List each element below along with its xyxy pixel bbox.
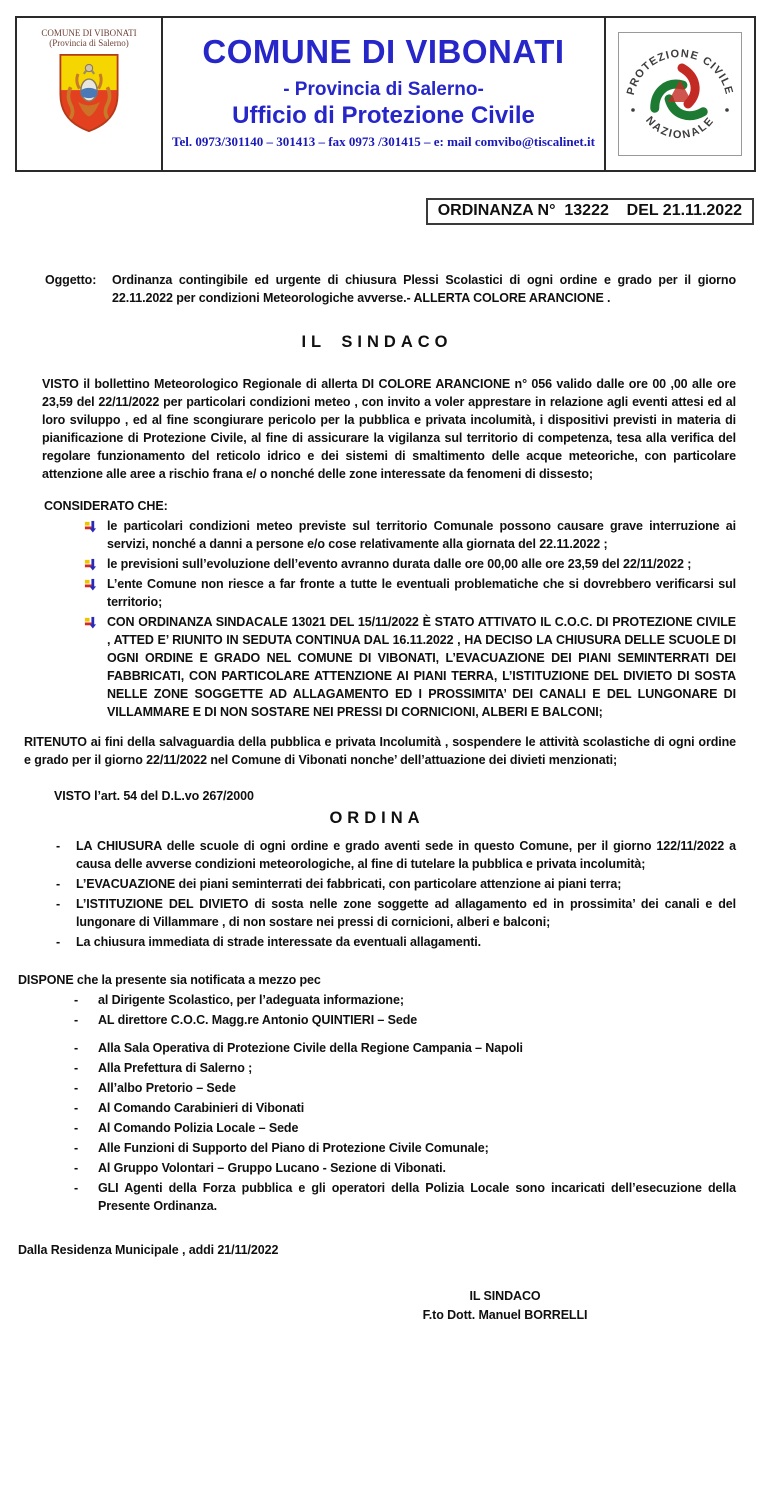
list-item bbox=[18, 1011, 736, 1029]
dash-bullet: - bbox=[74, 1061, 79, 1075]
list-item bbox=[18, 1179, 736, 1215]
list-item bbox=[18, 1059, 736, 1077]
province-subtitle: - Provincia di Salerno- bbox=[283, 79, 484, 100]
list-item bbox=[18, 875, 736, 893]
considerato-list bbox=[18, 517, 736, 721]
signature-role: IL SINDACO bbox=[469, 1289, 541, 1303]
dash-bullet: - bbox=[74, 1013, 79, 1027]
header-crest-cell bbox=[17, 18, 163, 170]
ordina-list bbox=[18, 837, 736, 951]
list-item-text: le particolari condizioni meteo previste sul territorio Comunale possono causare grave interruzione ai servizi, nonché a danni a persone e/o cose relativamente alla giornata del 22.11.2022 ; bbox=[107, 519, 736, 551]
dash-bullet: - bbox=[74, 1081, 79, 1095]
document-body bbox=[0, 271, 770, 1325]
visto-paragraph: VISTO il bollettino Meteorologico Regionale di allerta DI COLORE ARANCIONE n° 056 valido dalle ore 00 ,00 alle ore 23,59 del 22/11/2022 per particolari condizioni meteo , con invito a voler apprestare in relazione agli eventi attesi ed al loro sviluppo , ed al fine scongiurare pericolo per la pubblica e privata incolumità, i dispositivi previsti in materia di pianificazione di Protezione Civile, al fine di assicurare la vigilanza sul territorio di competenza, tesa alla verifica del regolare funzionamento del reticolo idrico e dei sistemi di smaltimento delle acque meteoriche, con particolare attenzione alle aree a rischio frana e/ o nonché delle zone interessate da fenomeni di dissesto; bbox=[42, 377, 736, 481]
arrow-bullet-icon bbox=[84, 520, 97, 533]
list-item bbox=[18, 1119, 736, 1137]
visto-art-line: VISTO l’art. 54 del D.L.vo 267/2000 bbox=[54, 789, 254, 803]
list-item bbox=[18, 991, 736, 1009]
list-item bbox=[18, 837, 736, 873]
logo-arc-top-text: PROTEZIONE CIVILE bbox=[624, 47, 736, 97]
dispone-list bbox=[18, 991, 736, 1215]
crest-caption bbox=[41, 28, 136, 48]
dash-bullet: - bbox=[74, 1141, 79, 1155]
dash-bullet: - bbox=[74, 1121, 79, 1135]
dash-bullet: - bbox=[74, 1181, 79, 1195]
list-item bbox=[18, 933, 736, 951]
list-item-text: GLI Agenti della Forza pubblica e gli operatori della Polizia Locale sono incaricati dell’esecuzione della Presente Ordinanza. bbox=[98, 1181, 736, 1213]
list-item bbox=[18, 613, 736, 721]
list-item bbox=[18, 575, 736, 611]
list-item-text: All’albo Pretorio – Sede bbox=[98, 1081, 236, 1095]
dash-bullet: - bbox=[74, 993, 79, 1007]
dateline: Dalla Residenza Municipale , addi 21/11/2022 bbox=[18, 1243, 279, 1257]
dash-bullet: - bbox=[74, 1161, 79, 1175]
contact-line: Tel. 0973/301140 – 301413 – fax 0973 /301415 – e: mail comvibo@tiscalinet.it bbox=[172, 134, 595, 149]
list-item bbox=[18, 1159, 736, 1177]
list-item-text: Al Comando Polizia Locale – Sede bbox=[98, 1121, 299, 1135]
logo-arc-bottom-text: NAZIONALE bbox=[643, 114, 717, 142]
ordina-heading: ORDINA bbox=[329, 809, 425, 827]
list-item bbox=[18, 1139, 736, 1157]
svg-text:NAZIONALE bbox=[643, 114, 717, 141]
considerato-label: CONSIDERATO CHE: bbox=[44, 499, 168, 513]
subject-block bbox=[45, 271, 736, 307]
signature-block bbox=[360, 1287, 650, 1325]
dash-bullet: - bbox=[56, 877, 61, 891]
crest-caption-line1: COMUNE DI VIBONATI bbox=[41, 28, 137, 38]
subject-text: Ordinanza contingibile ed urgente di chiusura Plessi Scolastici di ogni ordine e grado per il giorno 22.11.2022 per condizioni Meteorologiche avverse.- ALLERTA COLORE ARANCIONE . bbox=[112, 273, 736, 305]
dispone-intro: DISPONE che la presente sia notificata a mezzo pec bbox=[18, 973, 321, 987]
list-item-text: La chiusura immediata di strade interessate da eventuali allagamenti. bbox=[76, 935, 482, 949]
dash-bullet: - bbox=[56, 897, 61, 911]
ritenuto-paragraph: RITENUTO ai fini della salvaguardia della pubblica e privata Incolumità , sospendere le attività scolastiche di ogni ordine e grado per il giorno 22/11/2022 nel Comune di Vibonati nonche’ dell’attuazione dei divieti menzionati; bbox=[24, 735, 736, 767]
list-item-text: CON ORDINANZA SINDACALE 13021 DEL 15/11/2022 È STATO ATTIVATO IL C.O.C. DI PROTEZIONE CIVILE , ATTED E’ RIUNITO IN SEDUTA CONTINUA DAL 16.11.2022 , HA DECISO LA CHIUSURA DELLE SCUOLE DI OGNI ORDINE E GRADO NEL COMUNE DI VIBONATI, L’EVACUAZIONE DEI PIANI SEMINTERRATI DEI FABBRICATI, CON PARTICOLARE ATTENZIONE AI PIANI TERRA, L’ISTITUZIONE DEL DIVIETO DI SOSTA NELLE ZONE SOGGETTE AD ALLAGAMENTO ED I PROSSIMITA’ DEI CANALI E DEL LUNGONARE DI VILLAMMARE E DI NON SOSTARE NEI PRESSI DI CORNICIONI, ALBERI E BALCONI; bbox=[107, 615, 736, 719]
ordinance-box-row bbox=[0, 198, 754, 225]
crest-caption-line2: (Provincia di Salerno) bbox=[49, 38, 129, 48]
list-item-text: LA CHIUSURA delle scuole di ogni ordine e grado aventi sede in questo Comune, per il giorno 122/11/2022 a causa delle avverse condizioni meteorologiche, al fine di tutelare la pubblica e privata incolumità; bbox=[76, 839, 736, 871]
header-logo-cell bbox=[606, 18, 754, 170]
list-item-text: Alla Sala Operativa di Protezione Civile della Regione Campania – Napoli bbox=[98, 1041, 523, 1055]
list-item-text: Alla Prefettura di Salerno ; bbox=[98, 1061, 253, 1075]
list-item-text: AL direttore C.O.C. Magg.re Antonio QUINTIERI – Sede bbox=[98, 1013, 418, 1027]
dash-bullet: - bbox=[74, 1041, 79, 1055]
office-title: Ufficio di Protezione Civile bbox=[232, 102, 535, 129]
list-item-text: L’ISTITUZIONE DEL DIVIETO di sosta nelle zone soggette ad allagamento ed in prossimita’ dei canali e del lungonare di Villammare , di non sostare nei pressi di cornicioni, alberi e balconi; bbox=[76, 897, 736, 929]
protezione-civile-logo bbox=[618, 32, 742, 156]
protezione-civile-emblem-icon bbox=[620, 34, 740, 154]
subject-label: Oggetto: bbox=[45, 273, 97, 287]
dash-bullet: - bbox=[56, 935, 61, 949]
arrow-bullet-icon bbox=[84, 558, 97, 571]
sindaco-heading: IL SINDACO bbox=[301, 333, 453, 351]
arrow-bullet-icon bbox=[84, 578, 97, 591]
list-item bbox=[18, 517, 736, 553]
arrow-bullet-icon bbox=[84, 616, 97, 629]
list-item-text: le previsioni sull’evoluzione dell’evento avranno durata dalle ore 00,00 alle ore 23,59 del 22/11/2022 ; bbox=[107, 557, 692, 571]
list-item-text: al Dirigente Scolastico, per l’adeguata informazione; bbox=[98, 993, 404, 1007]
list-item bbox=[18, 1039, 736, 1057]
header bbox=[15, 16, 756, 172]
list-item-text: Al Comando Carabinieri di Vibonati bbox=[98, 1101, 305, 1115]
dash-bullet: - bbox=[56, 839, 61, 853]
municipality-title: COMUNE DI VIBONATI bbox=[202, 33, 565, 70]
list-item-text: Alle Funzioni di Supporto del Piano di Protezione Civile Comunale; bbox=[98, 1141, 489, 1155]
signature-name: F.to Dott. Manuel BORRELLI bbox=[422, 1308, 588, 1322]
list-item-text: Al Gruppo Volontari – Gruppo Lucano - Sezione di Vibonati. bbox=[98, 1161, 446, 1175]
list-item bbox=[18, 1099, 736, 1117]
list-item-text: L’EVACUAZIONE dei piani seminterrati dei fabbricati, con particolare attenzione ai piani terra; bbox=[76, 877, 622, 891]
header-title-cell bbox=[163, 18, 606, 170]
list-item-text: L’ente Comune non riesce a far fronte a tutte le eventuali problematiche che si dovrebbero verificarsi sul territorio; bbox=[107, 577, 736, 609]
coat-of-arms-icon bbox=[56, 51, 122, 135]
list-item bbox=[18, 895, 736, 931]
dash-bullet: - bbox=[74, 1101, 79, 1115]
list-item bbox=[18, 555, 736, 573]
list-item bbox=[18, 1079, 736, 1097]
ordinance-number-box: ORDINANZA N° 13222 DEL 21.11.2022 bbox=[426, 198, 754, 225]
